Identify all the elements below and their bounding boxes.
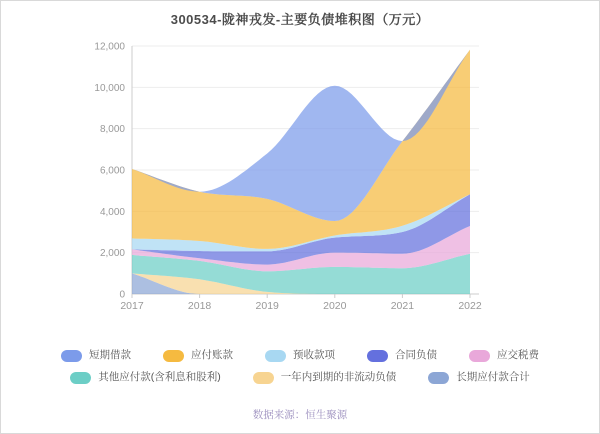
data-source: 数据来源：恒生聚源 xyxy=(252,409,348,421)
legend-label: 预收款项 xyxy=(293,349,335,361)
legend-swatch-icon xyxy=(265,350,286,362)
legend-swatch-icon xyxy=(61,350,82,362)
legend-swatch-icon xyxy=(367,350,388,362)
y-tick-label: 12,000 xyxy=(94,41,125,53)
legend-label: 长期应付款合计 xyxy=(456,371,530,383)
y-tick-label: 4,000 xyxy=(99,206,125,218)
legend-label: 短期借款 xyxy=(89,349,131,361)
y-tick-label: 8,000 xyxy=(99,124,125,136)
chart-title: 300534-陇神戎发-主要负债堆积图（万元） xyxy=(170,12,430,27)
x-tick-label: 2017 xyxy=(120,300,144,312)
legend-item-长期应付款合计[interactable] xyxy=(428,370,530,385)
legend-row xyxy=(70,370,530,385)
legend-label: 应交税费 xyxy=(497,349,539,361)
legend-item-其他应付款(含利息和股利)[interactable] xyxy=(70,370,221,385)
x-tick-label: 2021 xyxy=(390,300,415,312)
legend-swatch-icon xyxy=(163,350,184,362)
legend-item-合同负债[interactable] xyxy=(367,348,437,363)
y-tick-label: 10,000 xyxy=(94,82,125,94)
legend-swatch-icon xyxy=(428,372,449,384)
chart-legend xyxy=(1,348,599,385)
legend-item-应付账款[interactable] xyxy=(163,348,233,363)
legend-label: 合同负债 xyxy=(395,349,437,361)
legend-label: 应付账款 xyxy=(191,349,233,361)
legend-item-短期借款[interactable] xyxy=(61,348,131,363)
legend-item-应交税费[interactable] xyxy=(469,348,539,363)
x-tick-label: 2019 xyxy=(255,300,279,312)
y-tick-label: 2,000 xyxy=(99,248,125,260)
legend-swatch-icon xyxy=(469,350,490,362)
legend-swatch-icon xyxy=(253,372,274,384)
x-tick-label: 2020 xyxy=(323,300,347,312)
legend-swatch-icon xyxy=(70,372,91,384)
legend-label: 一年内到期的非流动负债 xyxy=(280,371,397,383)
y-tick-label: 6,000 xyxy=(99,165,125,177)
x-tick-label: 2022 xyxy=(458,300,482,312)
legend-label: 其他应付款(含利息和股利) xyxy=(98,371,221,383)
legend-item-预收款项[interactable] xyxy=(265,348,335,363)
y-tick-label: 0 xyxy=(119,289,125,301)
x-tick-label: 2018 xyxy=(187,300,212,312)
legend-item-一年内到期的非流动负债[interactable] xyxy=(253,370,397,385)
legend-row xyxy=(61,348,539,363)
